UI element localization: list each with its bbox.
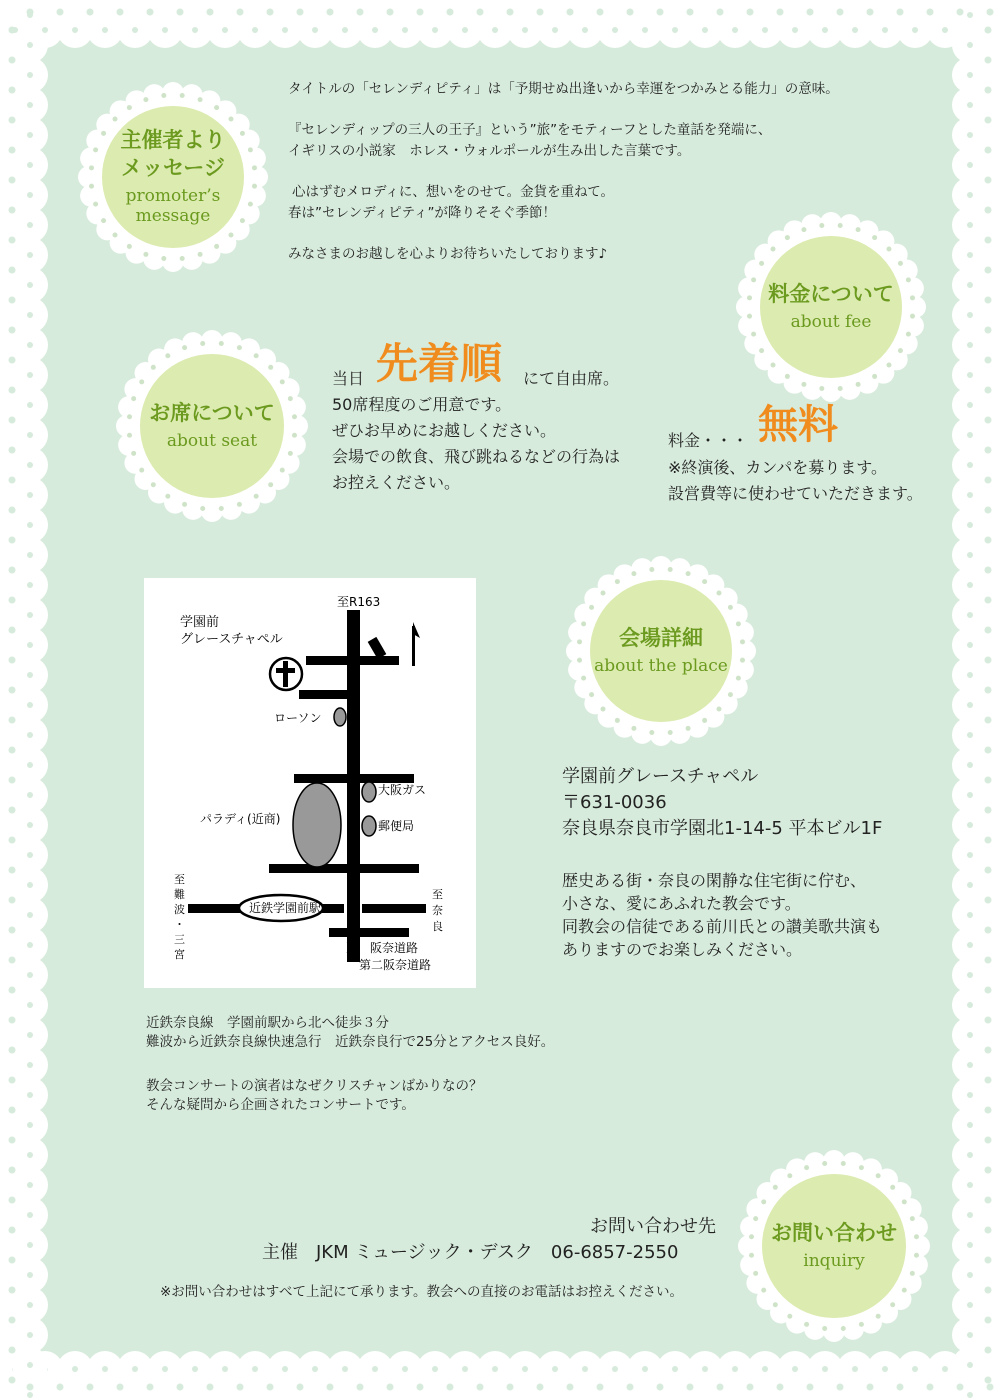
concept-line-2: そんな疑問から企画されたコンサートです。	[146, 1097, 415, 1113]
svg-text:宮: 宮	[174, 948, 185, 961]
map-label-east	[432, 888, 443, 933]
badge-title-en: promoter’s message	[125, 185, 221, 227]
inquiry-label: お問い合わせ先	[590, 1216, 716, 1237]
place-name: 学園前グレースチャペル	[562, 766, 759, 787]
badge-about-fee	[736, 212, 926, 402]
svg-text:至: 至	[174, 873, 185, 886]
map-post-marker	[362, 816, 376, 836]
badge-title-jp: お席について	[149, 401, 275, 426]
seat-suffix: にて自由席。	[523, 369, 620, 388]
badge-title-en: about fee	[790, 312, 872, 333]
message-line-1: タイトルの「セレンディピティ」は「予期せぬ出逢いから幸運をつかみとる能力」の意味。	[288, 81, 839, 97]
map-road	[299, 690, 360, 699]
map-label-osaka-gas: 大阪ガス	[378, 783, 427, 797]
access-map	[144, 578, 476, 988]
seat-prefix: 当日	[332, 369, 365, 388]
seat-line-4: お控えください。	[332, 473, 461, 492]
badge-inquiry	[738, 1150, 930, 1342]
fee-label: 料金・・・	[668, 431, 749, 450]
map-label-paradi: パラディ(近商)	[200, 812, 281, 826]
svg-text:難: 難	[174, 888, 185, 901]
map-road	[362, 904, 426, 913]
map-label-west	[174, 873, 185, 961]
map-label-chapel-2: グレースチャペル	[180, 632, 283, 647]
map-label-chapel-1: 学園前	[180, 615, 220, 630]
map-label-post: 郵便局	[378, 819, 415, 833]
access-line-1: 近鉄奈良線 学園前駅から北へ徒歩３分	[146, 1015, 389, 1031]
badge-title-jp: お問い合わせ	[771, 1221, 897, 1246]
fee-line-2: 設営費等に使わせていただきます。	[668, 484, 923, 503]
map-road	[306, 656, 399, 665]
fee-line-1: ※終演後、カンパを募ります。	[668, 458, 888, 477]
map-paradi-marker	[293, 783, 341, 867]
access-line-2: 難波から近鉄奈良線快速急行 近鉄奈良行で25分とアクセス良好。	[146, 1034, 555, 1050]
badge-title-en: about seat	[166, 431, 258, 452]
inquiry-organizer: 主催 JKM ミュージック・デスク 06-6857-2550	[262, 1242, 679, 1263]
badge-title-en: inquiry	[803, 1251, 865, 1272]
place-zip: 〒631-0036	[562, 792, 667, 813]
badge-title-jp: 料金について	[768, 282, 894, 307]
place-desc-4: ありますのでお楽しみください。	[562, 940, 803, 959]
seat-line-1: 50席程度のご用意です。	[332, 395, 512, 414]
map-road	[188, 904, 240, 913]
fee-highlight: 無料	[758, 402, 838, 448]
badge-about-seat	[116, 330, 308, 522]
map-road	[269, 864, 419, 873]
seat-line-2: ぜひお早めにお越しください。	[332, 421, 557, 440]
message-line-4: 心はずむメロディに、想いをのせて。金貨を重ねて。	[292, 184, 615, 200]
map-road	[329, 928, 409, 937]
svg-text:・: ・	[174, 918, 185, 931]
svg-text:三: 三	[174, 933, 185, 946]
concept-line-1: 教会コンサートの演者はなぜクリスチャンばかりなの？	[146, 1078, 483, 1094]
badge-about-place	[566, 556, 756, 746]
svg-text:奈: 奈	[432, 904, 443, 917]
message-line-5: 春は”セレンディピティ”が降りそそぐ季節！	[288, 205, 556, 221]
badge-title-jp: 主催者より メッセージ	[120, 128, 226, 180]
svg-text:良: 良	[432, 920, 443, 933]
message-line-6: みなさまのお越しを心よりお待ちいたしております♪	[288, 246, 608, 262]
svg-text:波: 波	[174, 903, 185, 916]
seat-line-3: 会場での飲食、飛び跳ねるなどの行為は	[332, 447, 621, 466]
map-label-south-1: 至 阪奈道路	[346, 941, 419, 955]
map-road	[368, 637, 387, 659]
map-label-station: 近鉄学園前駅	[249, 901, 322, 915]
map-lawson-marker	[334, 708, 346, 726]
map-label-north: 至R163	[337, 595, 381, 609]
map-road	[322, 904, 344, 913]
map-label-lawson: ローソン	[274, 711, 322, 725]
map-label-south-2: 第二阪奈道路	[359, 958, 432, 972]
badge-title-jp: 会場詳細	[619, 626, 703, 651]
badge-title-en: about the place	[594, 656, 728, 677]
place-desc-2: 小さな、愛にあふれた教会です。	[562, 894, 801, 913]
badge-promoter-message	[78, 82, 268, 272]
inquiry-note: ※お問い合わせはすべて上記にて承ります。教会への直接のお電話はお控えください。	[160, 1284, 683, 1300]
seat-highlight: 先着順	[376, 339, 503, 388]
place-desc-3: 同教会の信徒である前川氏との讃美歌共演も	[562, 917, 883, 936]
map-road	[294, 774, 414, 783]
place-desc-1: 歴史ある街・奈良の閑静な住宅街に佇む、	[562, 871, 867, 890]
map-drawing	[144, 578, 476, 988]
map-osaka-gas-marker	[362, 782, 376, 802]
svg-text:至: 至	[432, 888, 443, 901]
place-address: 奈良県奈良市学園北1-14-5 平本ビル1F	[562, 818, 883, 839]
message-line-2: 『セレンディップの三人の王子』という”旅”をモティーフとした童話を発端に、	[288, 122, 772, 138]
message-line-3: イギリスの小説家 ホレス・ウォルポールが生み出した言葉です。	[288, 143, 691, 159]
